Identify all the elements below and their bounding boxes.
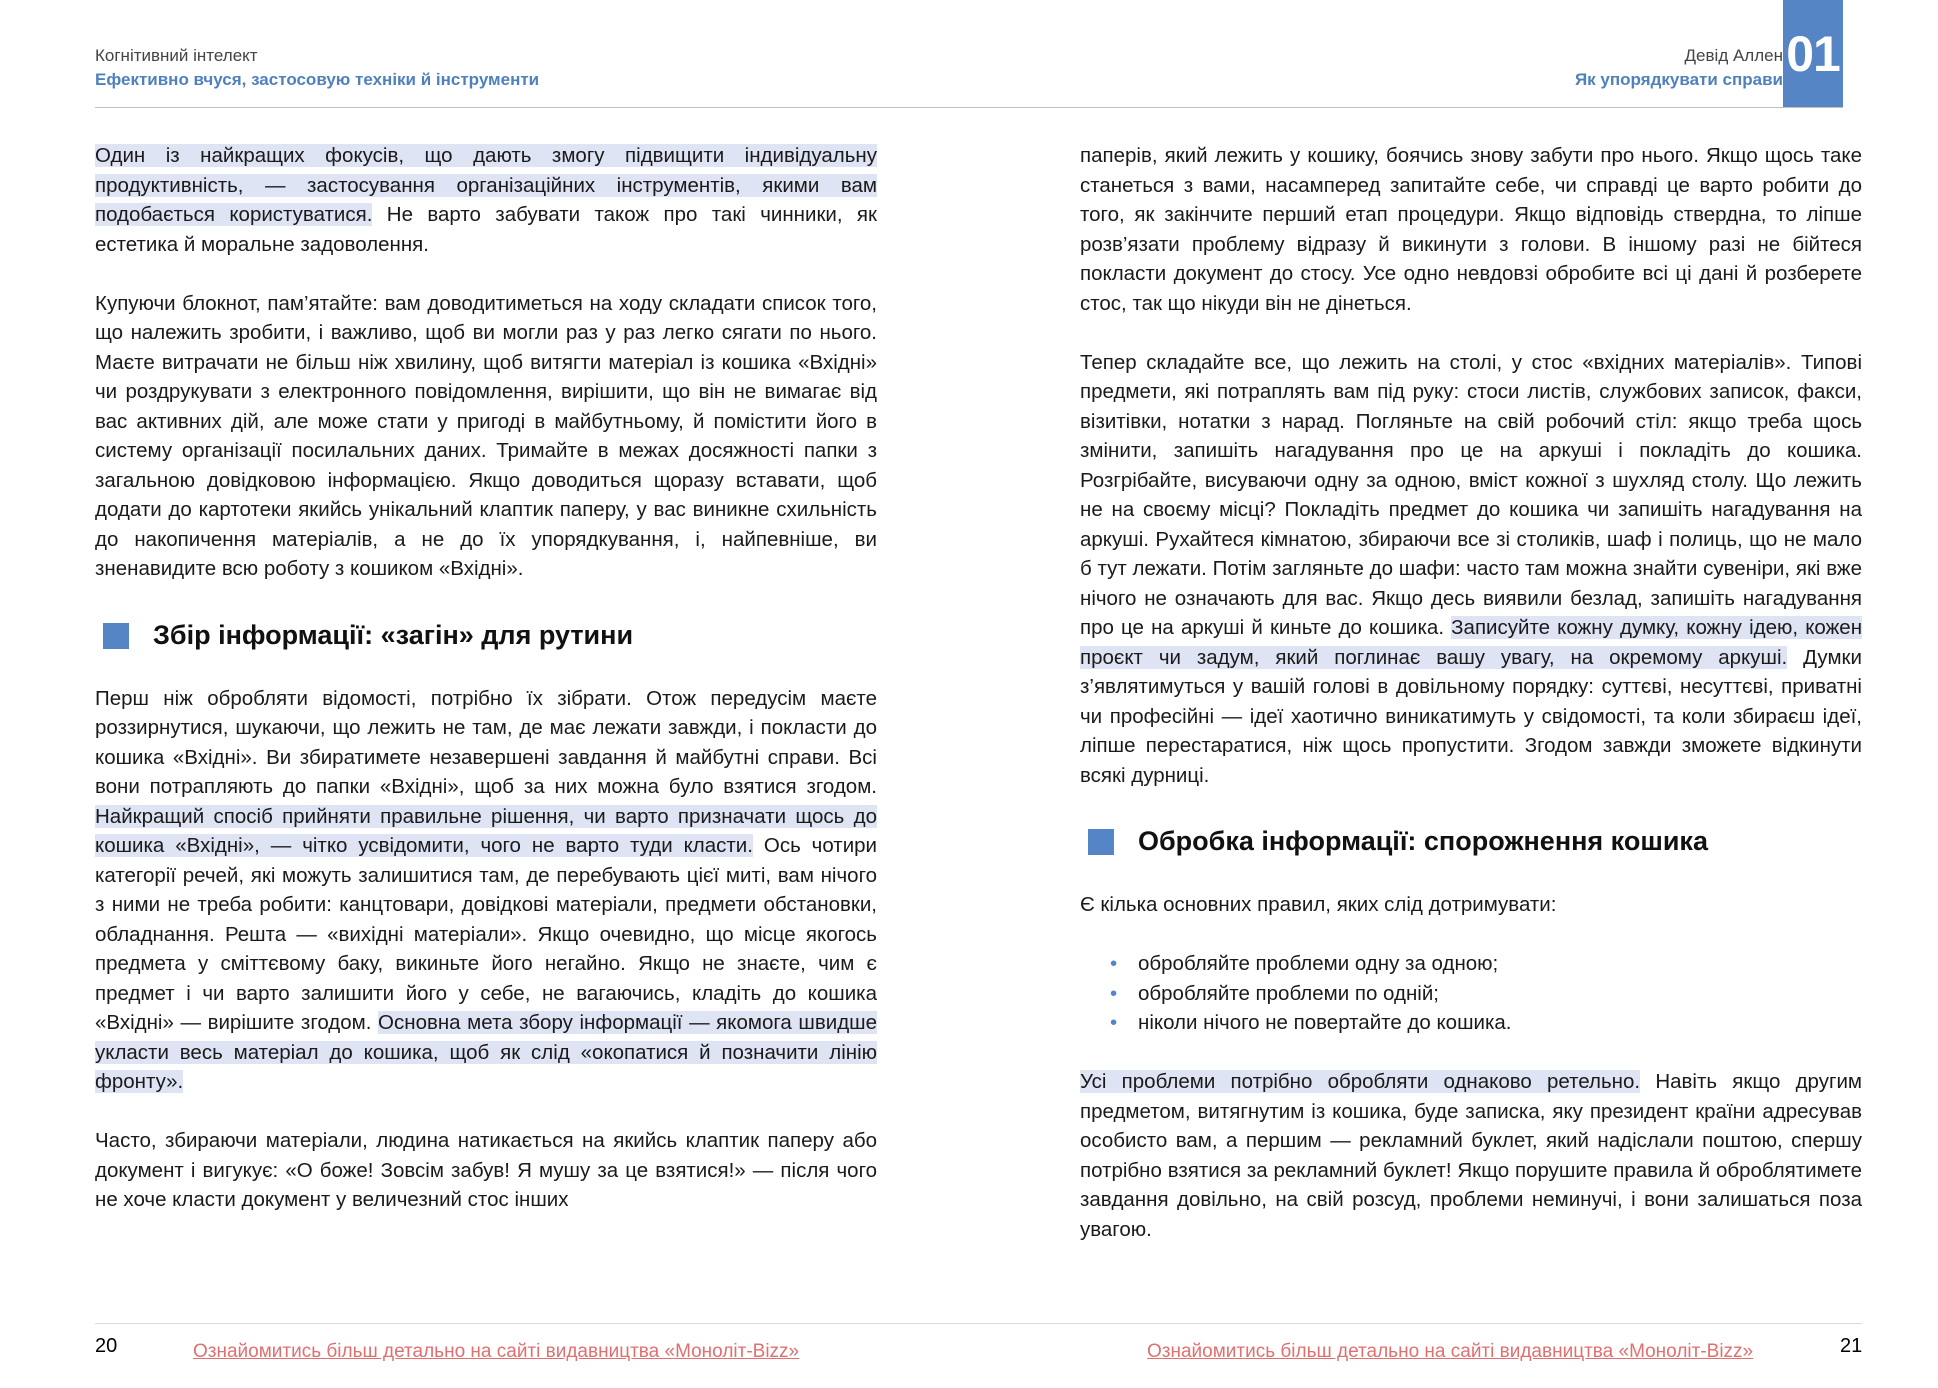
list-item: • ніколи нічого не повертайте до кошика. bbox=[1110, 1008, 1862, 1038]
highlighted-text: Один із найкращих фокусів, що дають змогу підвищити індивідуальну продуктивність, — застосування організаційних інструментів, якими вам подобається користуватися. bbox=[95, 144, 877, 226]
highlighted-text: Усі проблеми потрібно обробляти однаково ретельно. bbox=[1080, 1070, 1641, 1093]
running-header-left bbox=[95, 44, 539, 92]
left-page-body bbox=[95, 141, 877, 1244]
author-name: Девід Аллен bbox=[1684, 46, 1783, 65]
paragraph: Перш ніж обробляти відомості, потрібно їх зібрати. Отож передусім маєте роззирнутися, шукаючи, що лежить не там, де має лежати завжди, і покласти до кошика «Вхідні». Ви збиратимете незавершені завдання й майбутні справи. Всі вони потрапляють до папки «Вхідні», щоб за них можна було взятися згодом. Найкращий спосіб прийняти правильне рішення, чи варто призначати щось до кошика «Вхідні», — чітко усвідомити, чого не варто туди класти. Ось чотири категорії речей, які можуть залишитися там, де перебувають цієї миті, вам нічого з ними не треба робити: канцтовари, довідкові матеріали, предмети обстановки, обладнання. Решта — «вихідні матеріали». Якщо очевидно, що місце якогось предмета у сміттєвому баку, викиньте його негайно. Якщо не знаєте, чим є предмет і чи варто залишити його у себе, не вагаючись, кладіть до кошика «Вхідні» — вирішите згодом. Основна мета збору інформації — якомога швидше укласти весь матеріал до кошика, щоб як слід «окопатися й позначити лінію фронту». bbox=[95, 686, 878, 1093]
list-item: • обробляйте проблеми по одній; bbox=[1110, 979, 1862, 1009]
list-item: • обробляйте проблеми одну за одною; bbox=[1110, 949, 1862, 979]
paragraph: Є кілька основних правил, яких слід дотримувати: bbox=[1080, 893, 1557, 916]
paragraph: Усі проблеми потрібно обробляти однаково ретельно. Навіть якщо другим предметом, витягнутим із кошика, буде записка, яку президент країни адресував особисто вам, а першим — рекламний буклет, який надіслали поштою, спершу потрібно взятися за рекламний буклет! Якщо порушите правила й оброблятимете завдання довільно, на свій розсуд, проблеми неминучі, і вони залишаться поза увагою. bbox=[1080, 1070, 1862, 1241]
chapter-book-title: Як упорядкувати справи bbox=[1574, 70, 1783, 89]
page-number-right: 21 bbox=[1840, 1335, 1863, 1357]
section-heading: Збір інформації: «загін» для рутини bbox=[95, 616, 877, 656]
heading-square-icon bbox=[1088, 829, 1114, 855]
section-heading: Обробка інформації: спорожнення кошика bbox=[1080, 822, 1862, 862]
paragraph: паперів, який лежить у кошику, боячись знову забути про нього. Якщо щось таке станеться з вами, насамперед запитайте себе, чи справді це варто робити до того, як закінчите перший етап процедури. Якщо відповідь ствердна, то ліпше розв’язати проблему відразу й викинути з голови. В іншому разі не бійтеся покласти документ до стосу. Усе одно невдовзі обробите всі ці дані й розберете стос, так що нікуди він не дінеться. bbox=[1080, 144, 1862, 315]
highlighted-text: Записуйте кожну думку, кожну ідею, кожен проєкт чи задум, який поглинає вашу увагу, на окремому аркуші. bbox=[1080, 616, 1863, 669]
chapter-number-badge: 01 bbox=[1783, 0, 1843, 107]
book-subtitle: Ефективно вчуся, застосовую техніки й інструменти bbox=[95, 70, 540, 89]
paragraph: Тепер складайте все, що лежить на столі, у стос «вхідних матеріалів». Типові предмети, які потраплять вам під руку: стоси листів, службових записок, факси, візитівки, нотатки з нарад. Погляньте на свій робочий стіл: якщо треба щось змінити, запишіть нагадування про це на аркуші і покладіть до кошика. Розгрібайте, висуваючи одну за одною, вміст кожної з шухляд столу. Що лежить не на своєму місці? Покладіть предмет до кошика чи запишіть нагадування на аркуші. Рухайтеся кімнатою, збираючи все зі столиків, шаф і полиць, що не мало б тут лежати. Потім загляньте до шафи: часто там можна знайти сувеніри, які вже нічого не означають для вас. Якщо десь виявили безлад, запишіть нагадування про це на аркуші й киньте до кошика. Записуйте кожну думку, кожну ідею, кожен проєкт чи задум, який поглинає вашу увагу, на окремому аркуші. Думки з’являтимуться у вашій голові в довільному порядку: суттєві, несуттєві, приватні чи професійні — ідеї хаотично виникатимуть у свідомості, та коли збираєш ідеї, ліпше перестаратися, ніж щось пропустити. Згодом завжди зможете відкинути всякі дурниці. bbox=[1080, 350, 1863, 787]
right-page-body bbox=[1080, 141, 1862, 1274]
running-header-right bbox=[1575, 44, 1783, 92]
rules-list bbox=[1080, 949, 1862, 1038]
publisher-link-right[interactable]: Ознайомитись більш детально на сайті видавництва «Моноліт-Bizz» bbox=[1147, 1341, 1754, 1362]
paragraph: Купуючи блокнот, пам’ятайте: вам доводитиметься на ходу складати список того, що належить зробити, і важливо, щоб ви могли раз у раз легко сягати по нього. Маєте витрачати не більш ніж хвилину, щоб витягти матеріал із кошика «Вхідні» чи роздрукувати з електронного повідомлення, вирішити, що він не вимагає від вас активних дій, але може стати у пригоді в майбутньому, й помістити його в систему організації посилальних даних. Тримайте в межах досяжності папки з загальною довідковою інформацією. Якщо доводиться щоразу вставати, щоб додати до картотеки якийсь унікальний клаптик паперу, у вас виникне схильність до накопичення матеріалів, а не до їх упорядкування, і, найпевніше, ви зненавидите всю роботу з кошиком «Вхідні». bbox=[95, 291, 877, 580]
highlighted-text: Найкращий спосіб прийняти правильне рішення, чи варто призначати щось до кошика «Вхідні», — чітко усвідомити, чого не варто туди класти. bbox=[95, 804, 877, 857]
highlighted-text: Основна мета збору інформації — якомога швидше укласти весь матеріал до кошика, щоб як слід «окопатися й позначити лінію фронту». bbox=[95, 1011, 877, 1093]
paragraph: Часто, збираючи матеріали, людина натикається на якийсь клаптик паперу або документ і вигукує: «О боже! Зовсім забув! Я мушу за це взятися!» — після чого не хоче класти документ у величезний стос інших bbox=[95, 1129, 877, 1211]
footer-divider bbox=[95, 1323, 1862, 1324]
book-title: Когнітивний інтелект bbox=[95, 46, 258, 65]
paragraph: Один із найкращих фокусів, що дають змогу підвищити індивідуальну продуктивність, — застосування організаційних інструментів, якими вам подобається користуватися. Не варто забувати також про такі чинники, як естетика й моральне задоволення. bbox=[95, 144, 877, 256]
header-divider bbox=[95, 107, 1843, 108]
heading-square-icon bbox=[103, 623, 129, 649]
page-number-left: 20 bbox=[95, 1335, 118, 1357]
publisher-link-left[interactable]: Ознайомитись більш детально на сайті видавництва «Моноліт-Bizz» bbox=[193, 1341, 800, 1362]
